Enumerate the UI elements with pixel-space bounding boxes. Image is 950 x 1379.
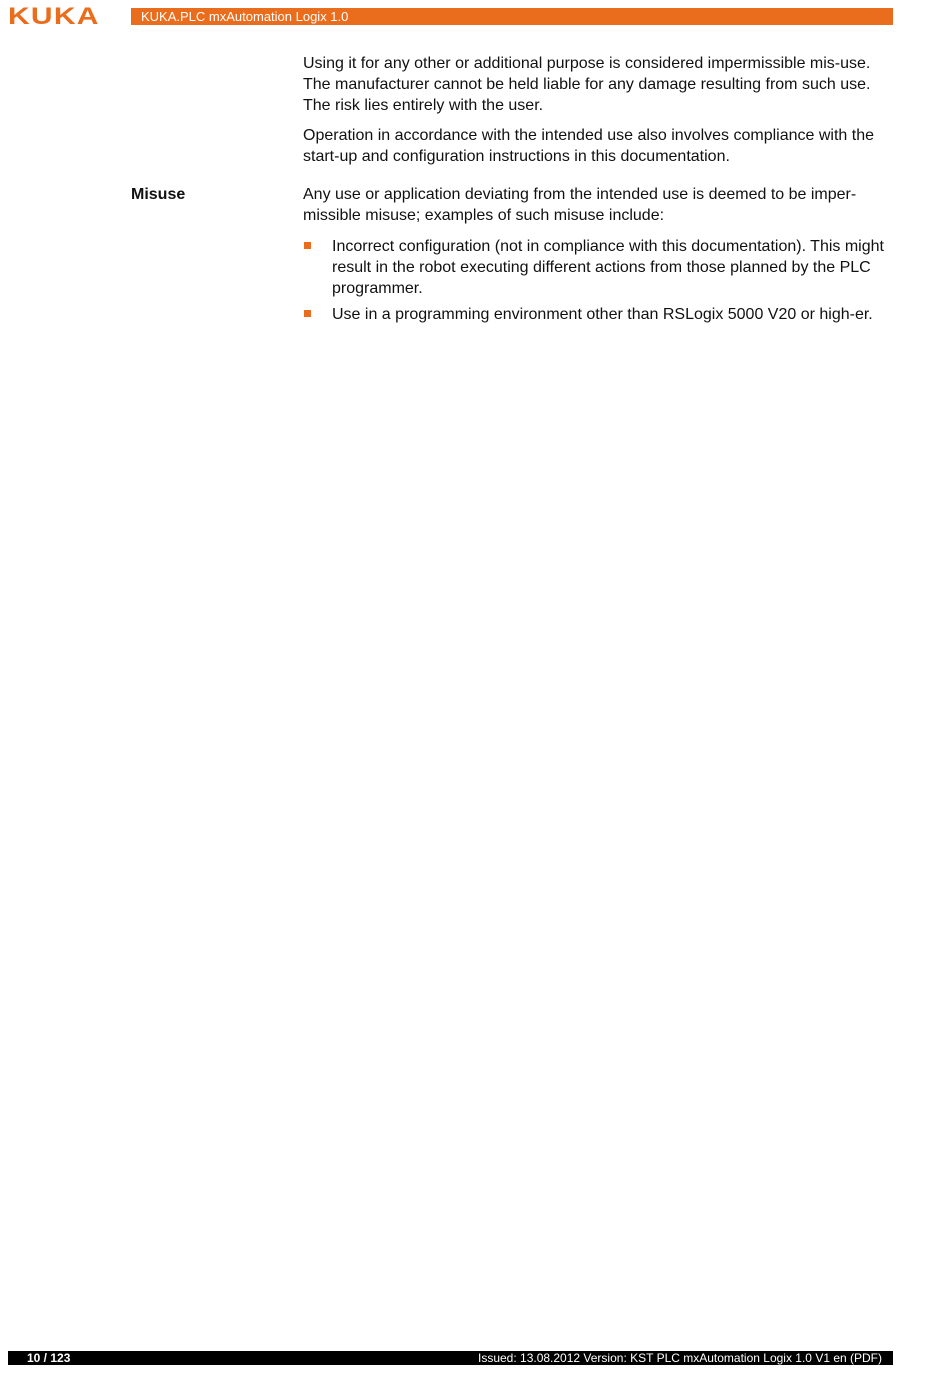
paragraph-impermissible-use: Using it for any other or additional purpose is considered impermissible mis-use. The manufacturer cannot be held liable for any damage resulting from such use. The risk lies entirely with the user. — [303, 55, 871, 114]
list-item — [303, 304, 895, 325]
page-number: 10 / 123 — [27, 1351, 71, 1365]
list-item — [303, 236, 895, 299]
header-bar — [131, 8, 893, 25]
paragraph-intended-use: Operation in accordance with the intended use also involves compliance with the start-up and configuration instructions in this documentation. — [303, 127, 874, 165]
footer-bar — [8, 1351, 893, 1365]
issue-info: Issued: 13.08.2012 Version: KST PLC mxAutomation Logix 1.0 V1 en (PDF) — [478, 1351, 882, 1365]
kuka-logo: KUKA — [8, 3, 100, 30]
square-bullet-icon — [304, 242, 311, 249]
section-label-misuse: Misuse — [131, 186, 186, 203]
list-item-text: Incorrect configuration (not in compliance with this documentation). This might result in the robot executing different actions from those planned by the PLC programmer. — [332, 238, 884, 297]
square-bullet-icon — [304, 310, 311, 317]
paragraph-misuse-intro: Any use or application deviating from the intended use is deemed to be imper-missible misuse; examples of such misuse include: — [303, 186, 857, 224]
list-item-text: Use in a programming environment other than RSLogix 5000 V20 or high-er. — [332, 306, 873, 323]
misuse-examples-list — [303, 236, 895, 330]
document-title: KUKA.PLC mxAutomation Logix 1.0 — [141, 9, 349, 24]
